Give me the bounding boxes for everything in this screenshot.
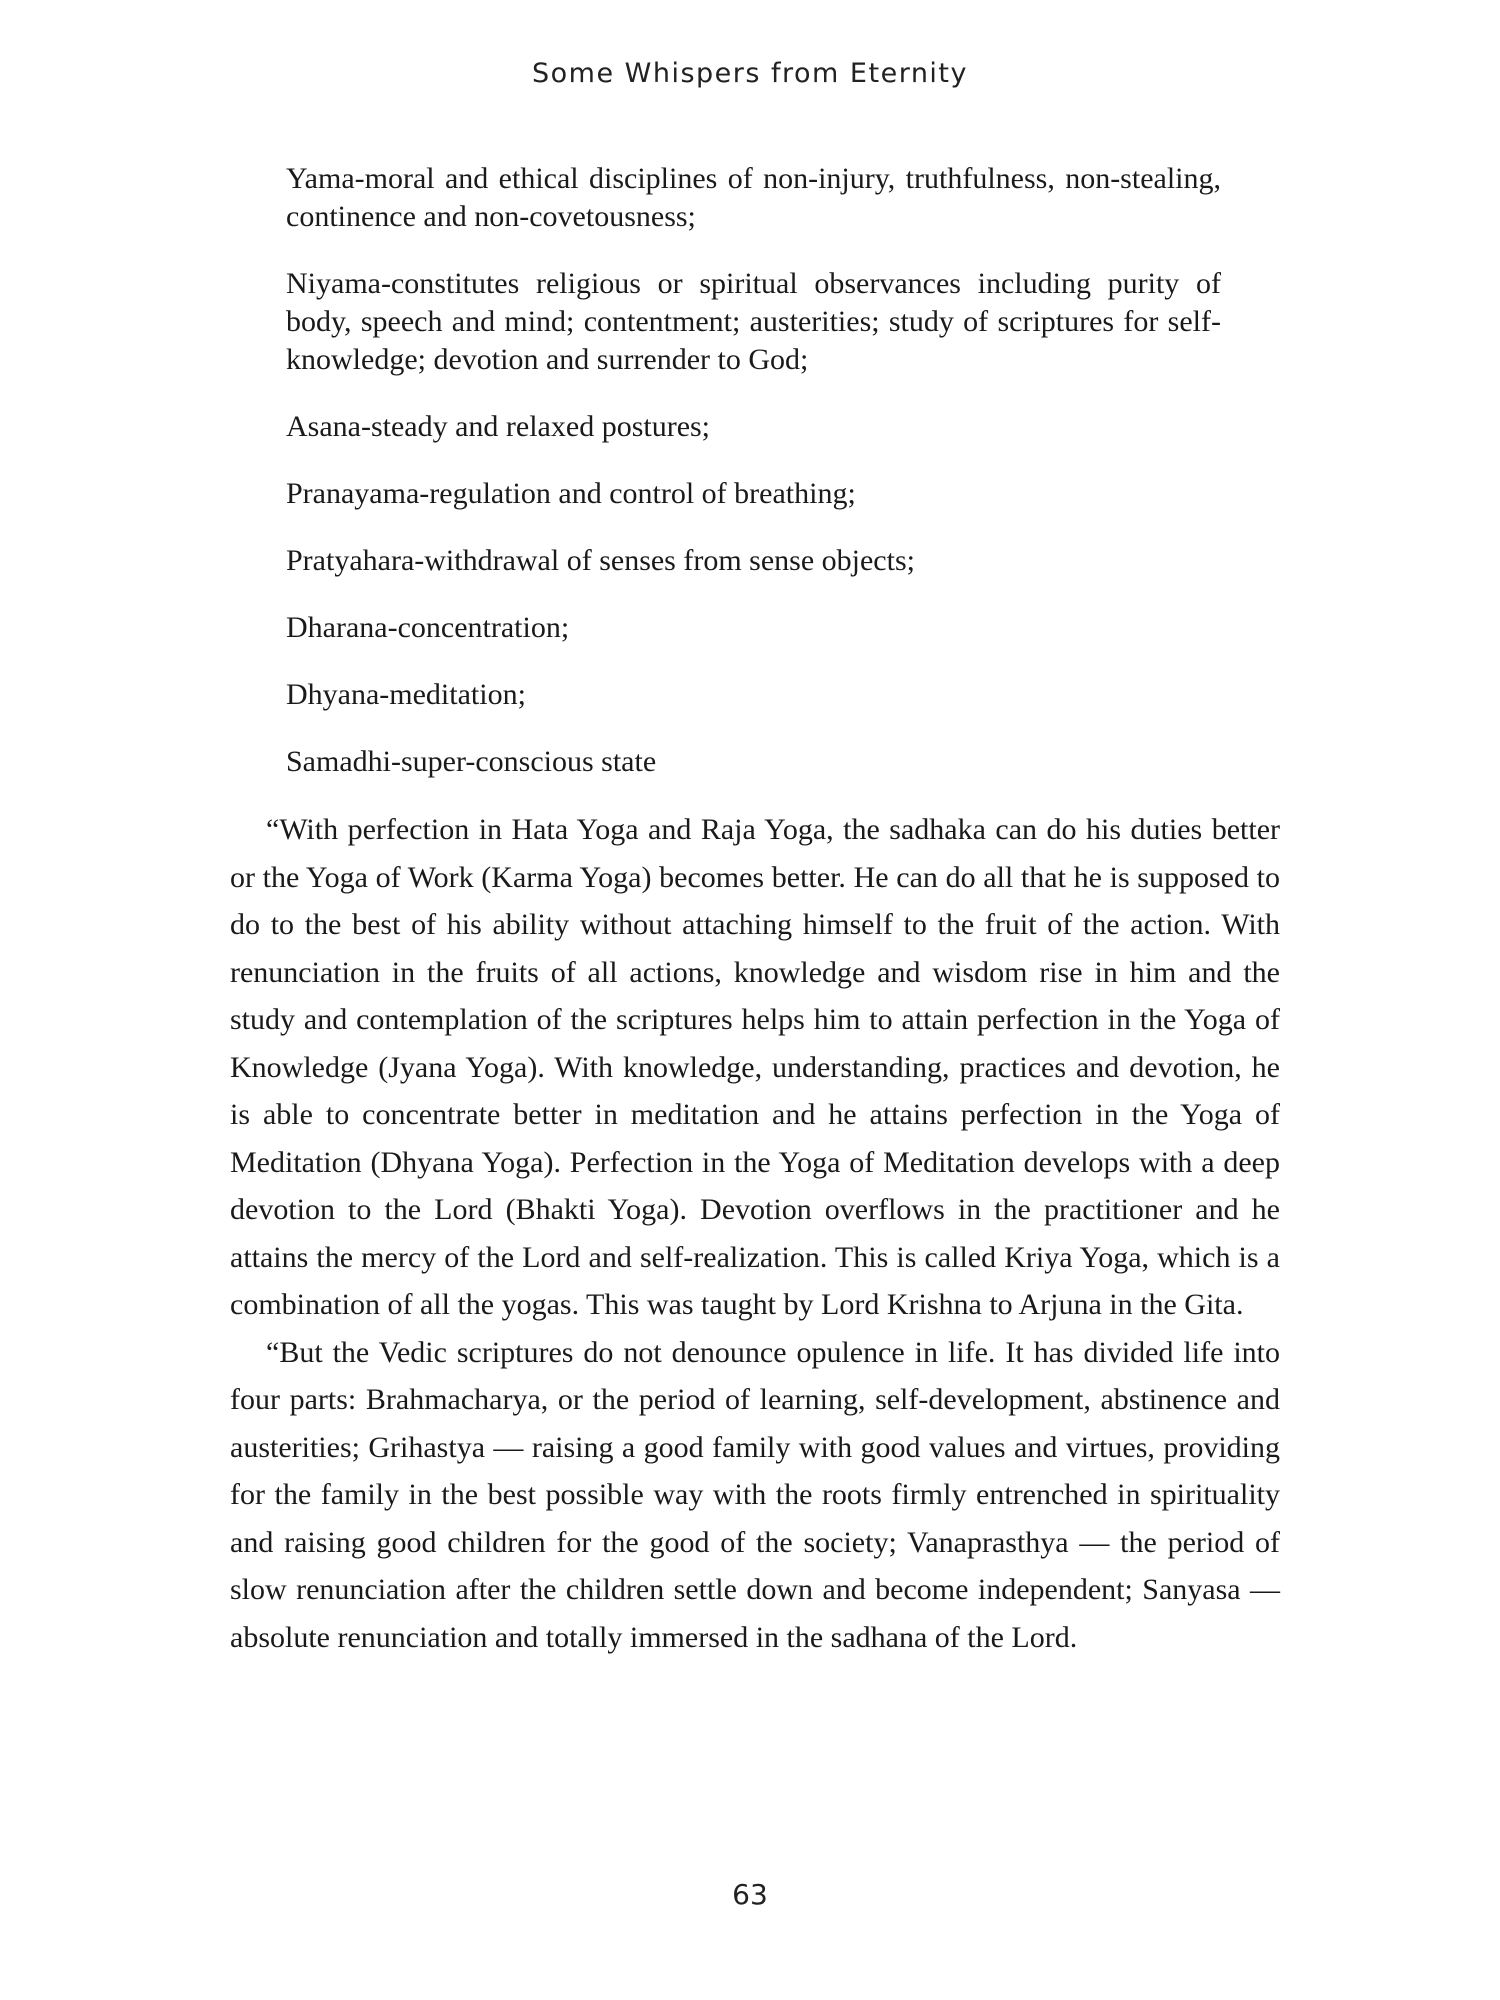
paragraph-kriya-yoga: “With perfection in Hata Yoga and Raja Yoga, the sadhaka can do his duties better or the Yoga of Work (Karma Yoga) becomes better. He can do all that he is supposed to do to the best of his ability without attaching himself to the fruit of the action. With renunciation in the fruits of all actions, knowledge and wisdom rise in him and the study and contemplation of the scriptures helps him to attain perfection in the Yoga of Knowledge (Jyana Yoga). With knowledge, understanding, practices and devotion, he is able to concentrate better in meditation and he attains perfection in the Yoga of Meditation (Dhyana Yoga). Perfection in the Yoga of Meditation develops with a deep devotion to the Lord (Bhakti Yoga). Devotion overflows in the practitioner and he attains the mercy of the Lord and self-realization. This is called Kriya Yoga, which is a combination of all the yogas. This was taught by Lord Krishna to Arjuna in the Gita. bbox=[230, 813, 1280, 1321]
running-title: Some Whispers from Eternity bbox=[531, 58, 968, 89]
list-item-samadhi: Samadhi-super-conscious state bbox=[286, 745, 657, 778]
list-item-asana: Asana-steady and relaxed postures; bbox=[286, 410, 711, 443]
list-item-pranayama: Pranayama-regulation and control of breathing; bbox=[286, 477, 856, 510]
list-item-pratyahara: Pratyahara-withdrawal of senses from sense objects; bbox=[286, 544, 915, 577]
list-item-dhyana: Dhyana-meditation; bbox=[286, 678, 526, 711]
paragraph-four-stages: “But the Vedic scriptures do not denounce opulence in life. It has divided life into four parts: Brahmacharya, or the period of learning, self-development, abstinence and austerities; Grihastya — raising a good family with good values and virtues, providing for the family in the best possible way with the roots firmly entrenched in spirituality and raising good children for the good of the society; Vanaprasthya — the period of slow renunciation after the children settle down and become independent; Sanyasa — absolute renunciation and totally immersed in the sadhana of the Lord. bbox=[230, 1335, 1280, 1654]
page-number: 63 bbox=[732, 1878, 768, 1911]
list-item-dharana: Dharana-concentration; bbox=[286, 611, 570, 644]
list-item-niyama: Niyama-constitutes religious or spiritual observances including purity of body, speech and mind; contentment; austerities; study of scriptures for self-knowledge; devotion and surrender to God; bbox=[286, 267, 1221, 376]
body-text bbox=[230, 806, 1280, 1661]
yoga-limbs-list bbox=[286, 160, 1221, 801]
list-item-yama: Yama-moral and ethical disciplines of non-injury, truthfulness, non-stealing, continence and non-covetousness; bbox=[286, 162, 1221, 233]
